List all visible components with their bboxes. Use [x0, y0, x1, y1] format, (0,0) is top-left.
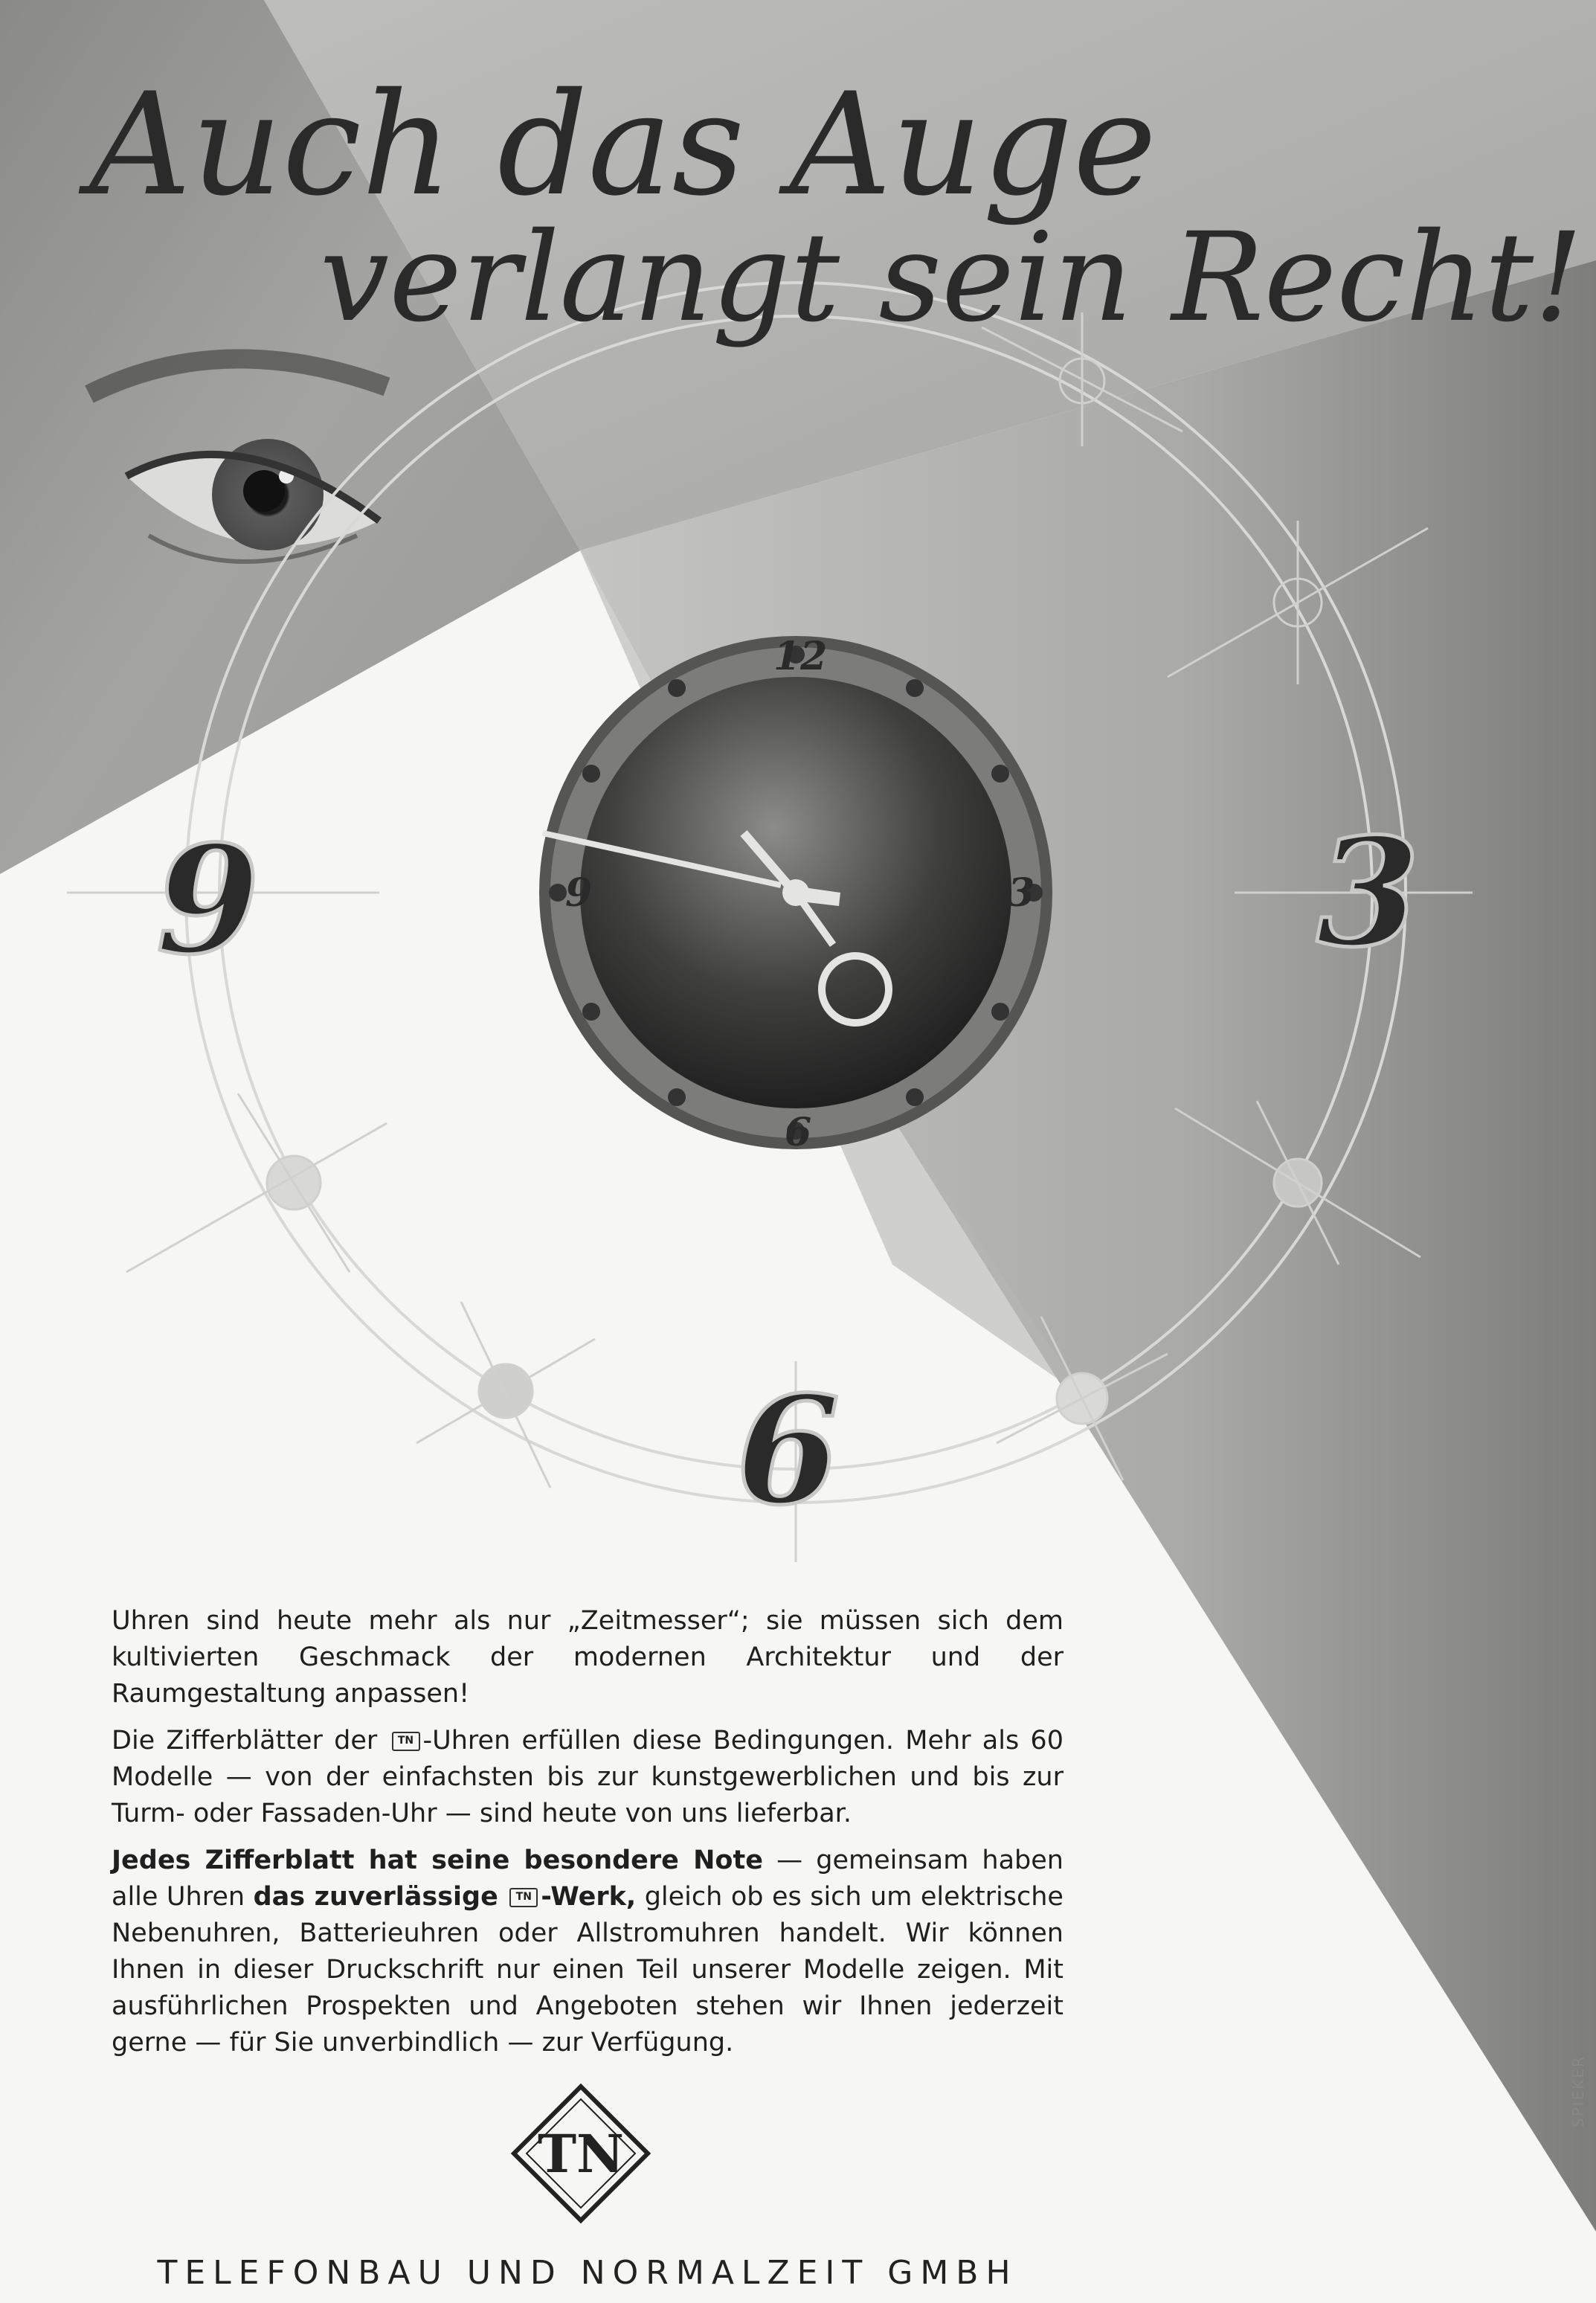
paragraph-3-bold: Jedes Zifferblatt hat seine besondere Note: [112, 1846, 763, 1875]
paragraph-3-end: gleich ob es sich um elektrische Nebenuhren, Batterieuhren oder Allstromuhren handelt. Wir können Ihnen in dieser Druckschrift nur einen Teil unserer Modelle zeigen. Mit ausführlichen Prospekten und Angeboten stehen wir Ihnen jederzeit gerne — für Sie unverbindlich — zur Verfügung.: [112, 1882, 1064, 2058]
dial-numeral-9: 9: [565, 870, 593, 916]
paragraph-3-bold-2: das zuverlässige: [253, 1882, 498, 1912]
headline-line-1: Auch das Auge: [89, 62, 1157, 227]
headline-line-2: verlangt sein Recht!: [320, 206, 1583, 349]
large-numeral-6: 6: [736, 1364, 840, 1538]
tn-mini-logo-2: TN: [509, 1888, 538, 1907]
paragraph-3-bold-3: -Werk,: [541, 1882, 637, 1912]
paragraph-3: [112, 1843, 1064, 2061]
paragraph-1: Uhren sind heute mehr als nur „Zeitmesser“; sie müssen sich dem kultivierten Geschmack der modernen Architektur und der Raumgestaltung anpassen!: [112, 1606, 1064, 1709]
tn-logo-letters: TN: [537, 2123, 625, 2185]
dial-numeral-6: 6: [785, 1110, 812, 1155]
paragraph-2-end: -Uhren erfüllen diese Bedingungen. Mehr als 60 Modelle — von der einfachsten bis zur kunstgewerblichen und bis zur Turm- oder Fassaden-Uhr — sind heute von uns lieferbar.: [112, 1726, 1064, 1828]
dial-numeral-12: 12: [773, 634, 828, 679]
body-copy: [112, 1603, 1064, 2072]
tn-mini-logo: TN: [392, 1732, 420, 1751]
paragraph-2-start: Die Zifferblätter der: [112, 1726, 378, 1756]
dial-numeral-3: 3: [1008, 870, 1035, 916]
large-numeral-9: 9: [156, 813, 260, 988]
large-numeral-3: 3: [1316, 806, 1420, 980]
paragraph-3-mid: — gemeinsam haben alle Uhren: [112, 1846, 1064, 1912]
tn-logo: [510, 2083, 651, 2224]
artist-signature: SPIEKER: [1569, 2055, 1587, 2127]
company-name: TELEFONBAU UND NORMALZEIT GMBH: [157, 2254, 1018, 2292]
paragraph-2: [112, 1723, 1064, 1832]
